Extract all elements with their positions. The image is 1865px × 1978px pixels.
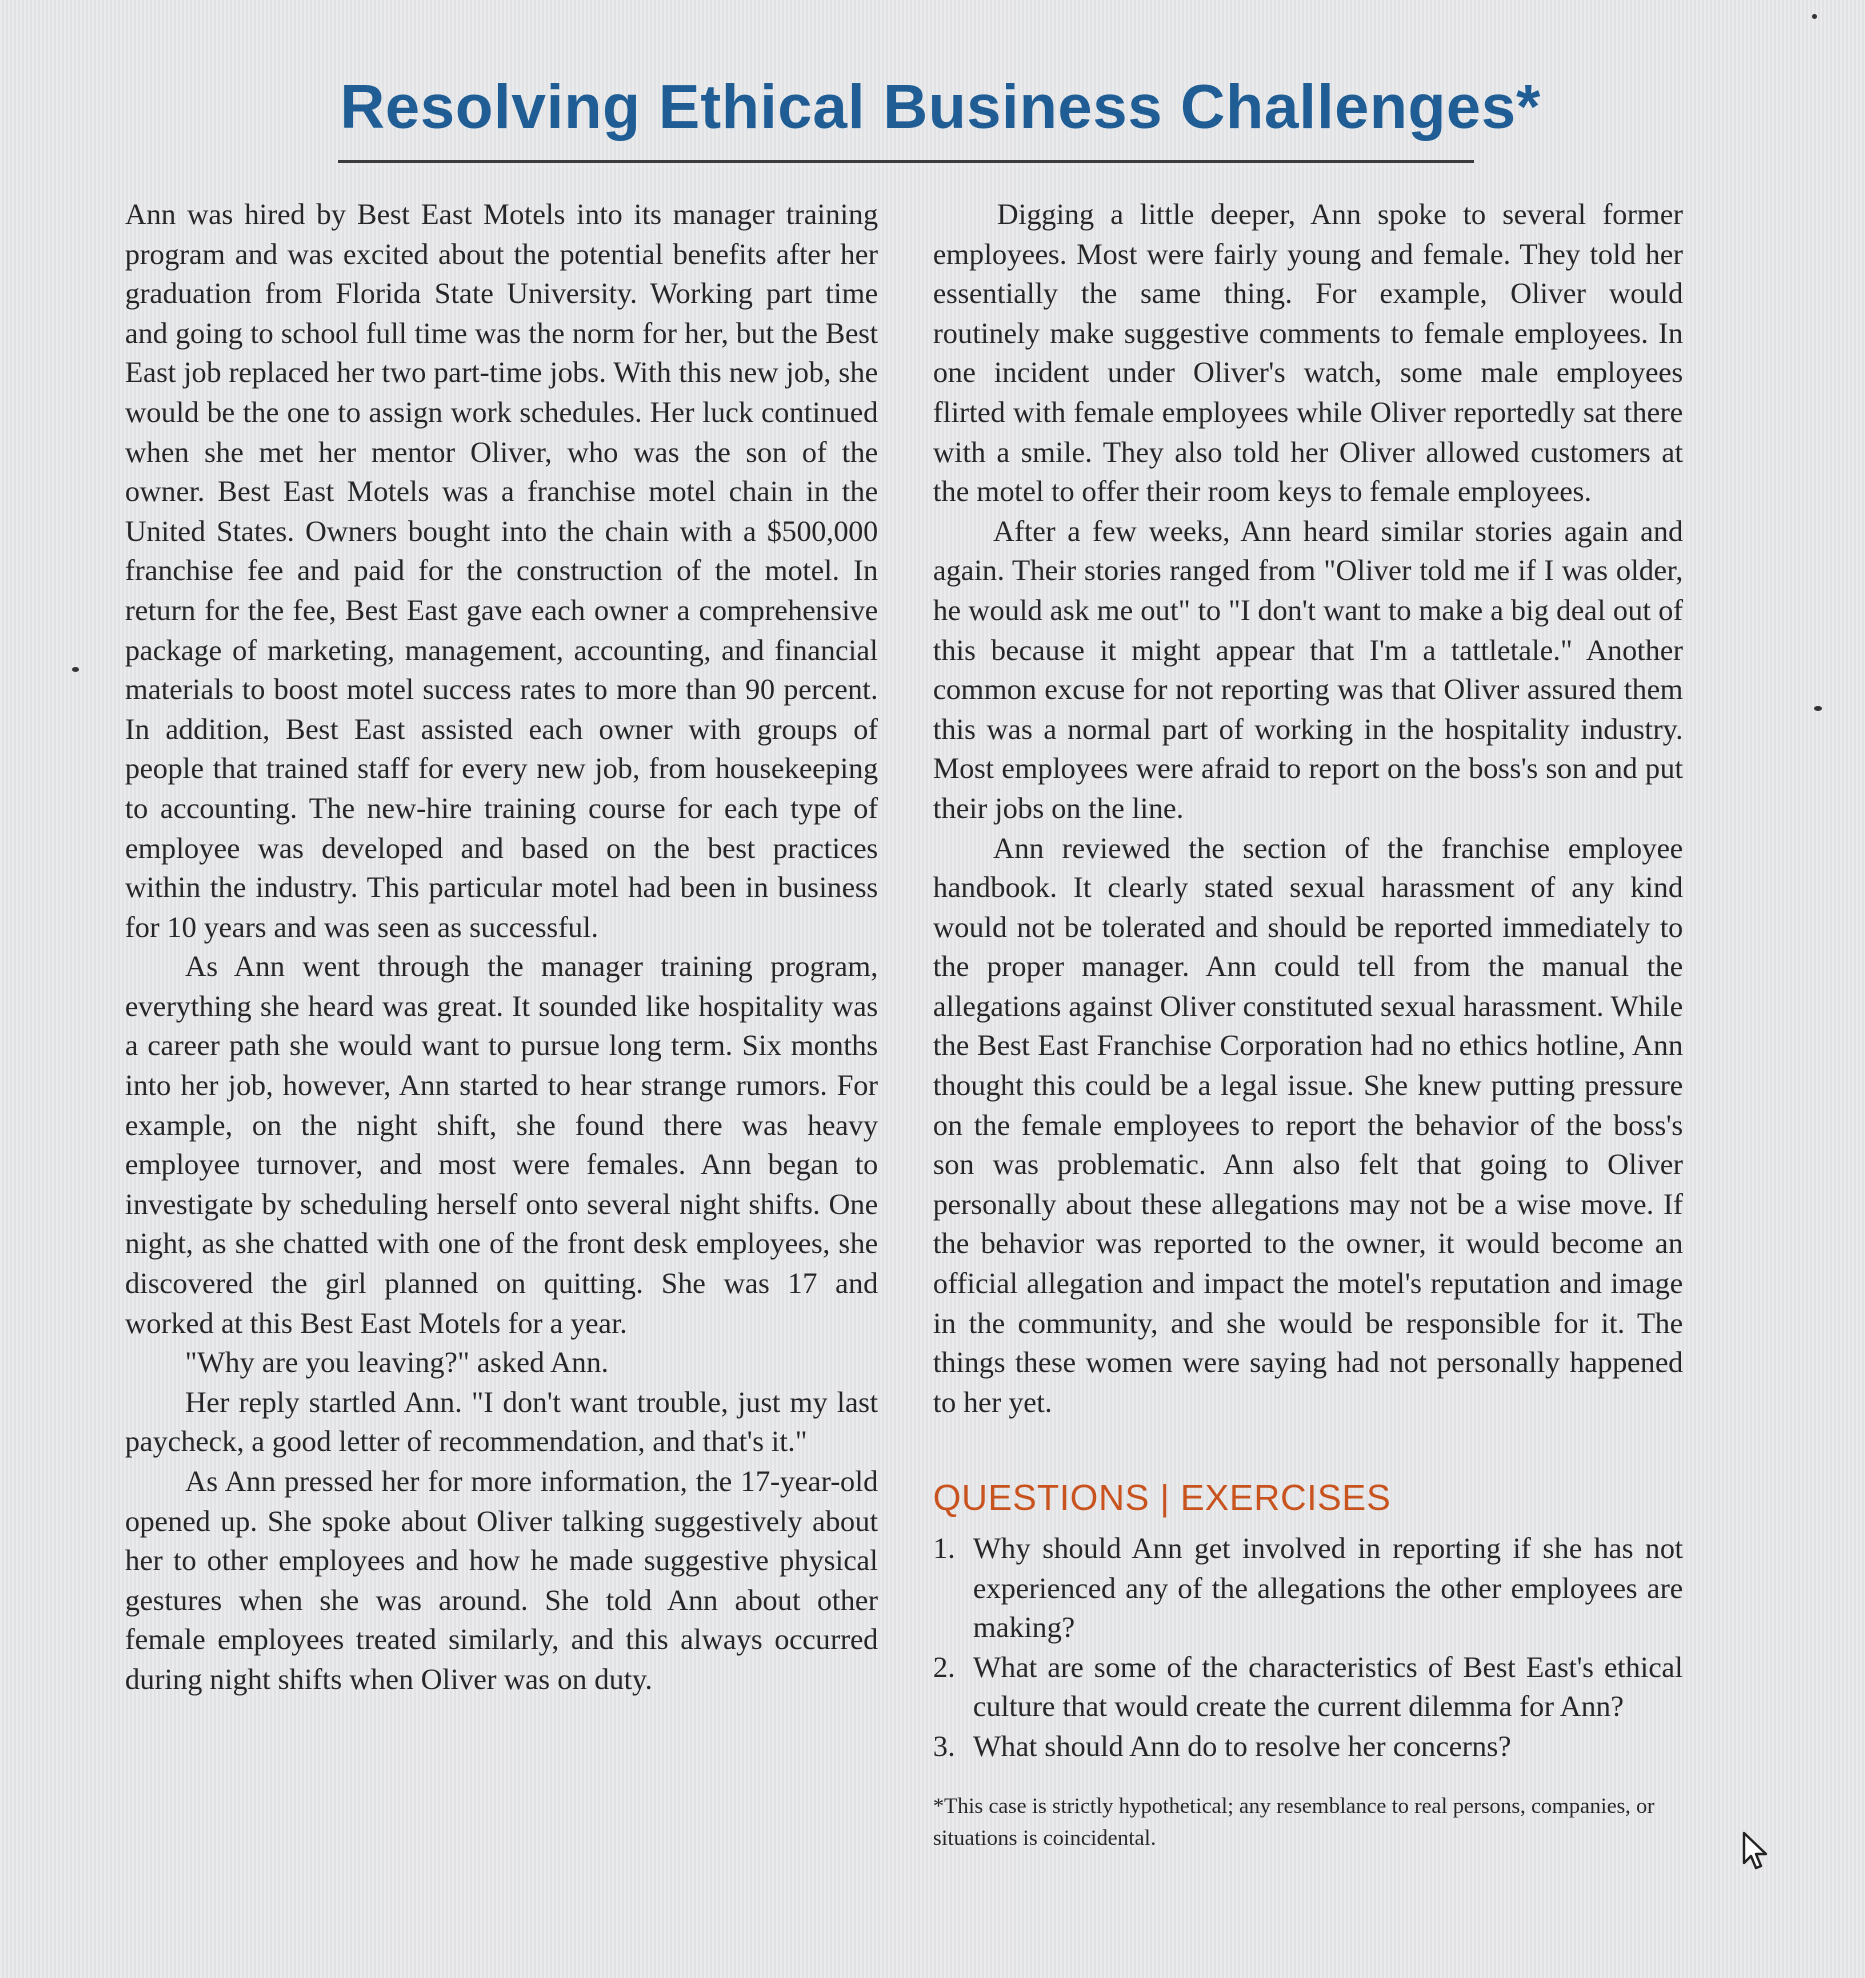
body-paragraph: Ann was hired by Best East Motels into its manager training program and was excited about the potential benefits after her graduation from Florida State University. Working part time and going to school full time was the norm for her, but the Best East job replaced her two part-time jobs. With this new job, she would be the one to assign work schedules. Her luck continued when she met her mentor Oliver, who was the son of the owner. Best East Motels was a franchise motel chain in the United States. Owners bought into the chain with a $500,000 franchise fee and paid for the construction of the motel. In return for the fee, Best East gave each owner a comprehensive package of marketing, management, accounting, and financial materials to boost motel success rates to more than 90 percent. In addition, Best East assisted each owner with groups of people that trained staff for every new job, from housekeeping to accounting. The new-hire training course for each type of employee was developed and based on the best practices within the industry. This particular motel had been in business for 10 years and was seen as successful. bbox=[125, 199, 878, 944]
question-text: What are some of the characteristics of Best East's ethical culture that would create the current dilemma for Ann? bbox=[973, 1651, 1683, 1724]
body-paragraph: As Ann went through the manager training program, everything she heard was great. It sounded like hospitality was a career path she would want to pursue long term. Six months into her job, however, Ann started to hear strange rumors. For example, on the night shift, she found there was heavy employee turnover, and most were females. Ann began to investigate by scheduling herself onto several night shifts. One night, as she chatted with one of the front desk employees, she discovered the girl planned on quitting. She was 17 and worked at this Best East Motels for a year. bbox=[125, 951, 878, 1340]
question-text: Why should Ann get involved in reporting if she has not experienced any of the allegations the other employees are making? bbox=[973, 1533, 1683, 1645]
body-paragraph: Her reply startled Ann. "I don't want trouble, just my last paycheck, a good letter of recommendation, and that's it." bbox=[125, 1386, 878, 1459]
question-text: What should Ann do to resolve her concerns? bbox=[973, 1730, 1512, 1763]
body-paragraph: As Ann pressed her for more information, the 17-year-old opened up. She spoke about Oliver talking suggestively about her to other employees and how he made suggestive physical gestures when she was around. She told Ann about other female employees treated similarly, and this always occurred during night shifts when Oliver was on duty. bbox=[125, 1466, 878, 1696]
question-number: 3. bbox=[933, 1730, 956, 1763]
questions-heading: QUESTIONS | EXERCISES bbox=[933, 1477, 1391, 1519]
body-paragraph: Digging a little deeper, Ann spoke to several former employees. Most were fairly young and female. They told her essentially the same thing. For example, Oliver would routinely make suggestive comments to female employees. In one incident under Oliver's watch, some male employees flirted with female employees while Oliver reportedly sat there with a smile. They also told her Oliver allowed customers at the motel to offer their room keys to female employees. bbox=[933, 199, 1683, 509]
question-number: 2. bbox=[933, 1651, 956, 1684]
body-paragraph: After a few weeks, Ann heard similar stories again and again. Their stories ranged from "Oliver told me if I was older, he would ask me out" to "I don't want to make a big deal out of this because it might appear that I'm a tattletale." Another common excuse for not reporting was that Oliver assured them this was a normal part of working in the hospitality industry. Most employees were afraid to report on the boss's son and put their jobs on the line. bbox=[933, 515, 1683, 825]
right-column bbox=[933, 196, 1683, 1854]
footnote: *This case is strictly hypothetical; any resemblance to real persons, companies, or situations is coincidental. bbox=[933, 1792, 1655, 1850]
question-number: 1. bbox=[933, 1533, 956, 1565]
page-title: Resolving Ethical Business Challenges* bbox=[340, 73, 1541, 142]
question-item bbox=[933, 1649, 1683, 1728]
mouse-pointer-icon bbox=[1740, 1830, 1774, 1872]
dust-speck bbox=[1814, 706, 1822, 711]
body-paragraph: Ann reviewed the section of the franchise employee handbook. It clearly stated sexual harassment of any kind would not be tolerated and should be reported immediately to the proper manager. Ann could tell from the manual the allegations against Oliver constituted sexual harassment. While the Best East Franchise Corporation had no ethics hotline, Ann thought this could be a legal issue. She knew putting pressure on the female employees to report the behavior of the boss's son was problematic. Ann also felt that going to Oliver personally about these allegations may not be a wise move. If the behavior was reported to the owner, it would become an official allegation and impact the motel's reputation and image in the community, and she would be responsible for it. The things these women were saying had not personally happened to her yet. bbox=[933, 832, 1683, 1419]
body-paragraph: "Why are you leaving?" asked Ann. bbox=[185, 1347, 609, 1380]
question-item bbox=[933, 1530, 1683, 1649]
dust-speck bbox=[1812, 14, 1817, 19]
question-item bbox=[933, 1728, 1683, 1768]
questions-list bbox=[933, 1530, 1683, 1768]
title-underline bbox=[338, 160, 1474, 163]
dust-speck bbox=[72, 667, 79, 672]
left-column bbox=[125, 196, 878, 1701]
